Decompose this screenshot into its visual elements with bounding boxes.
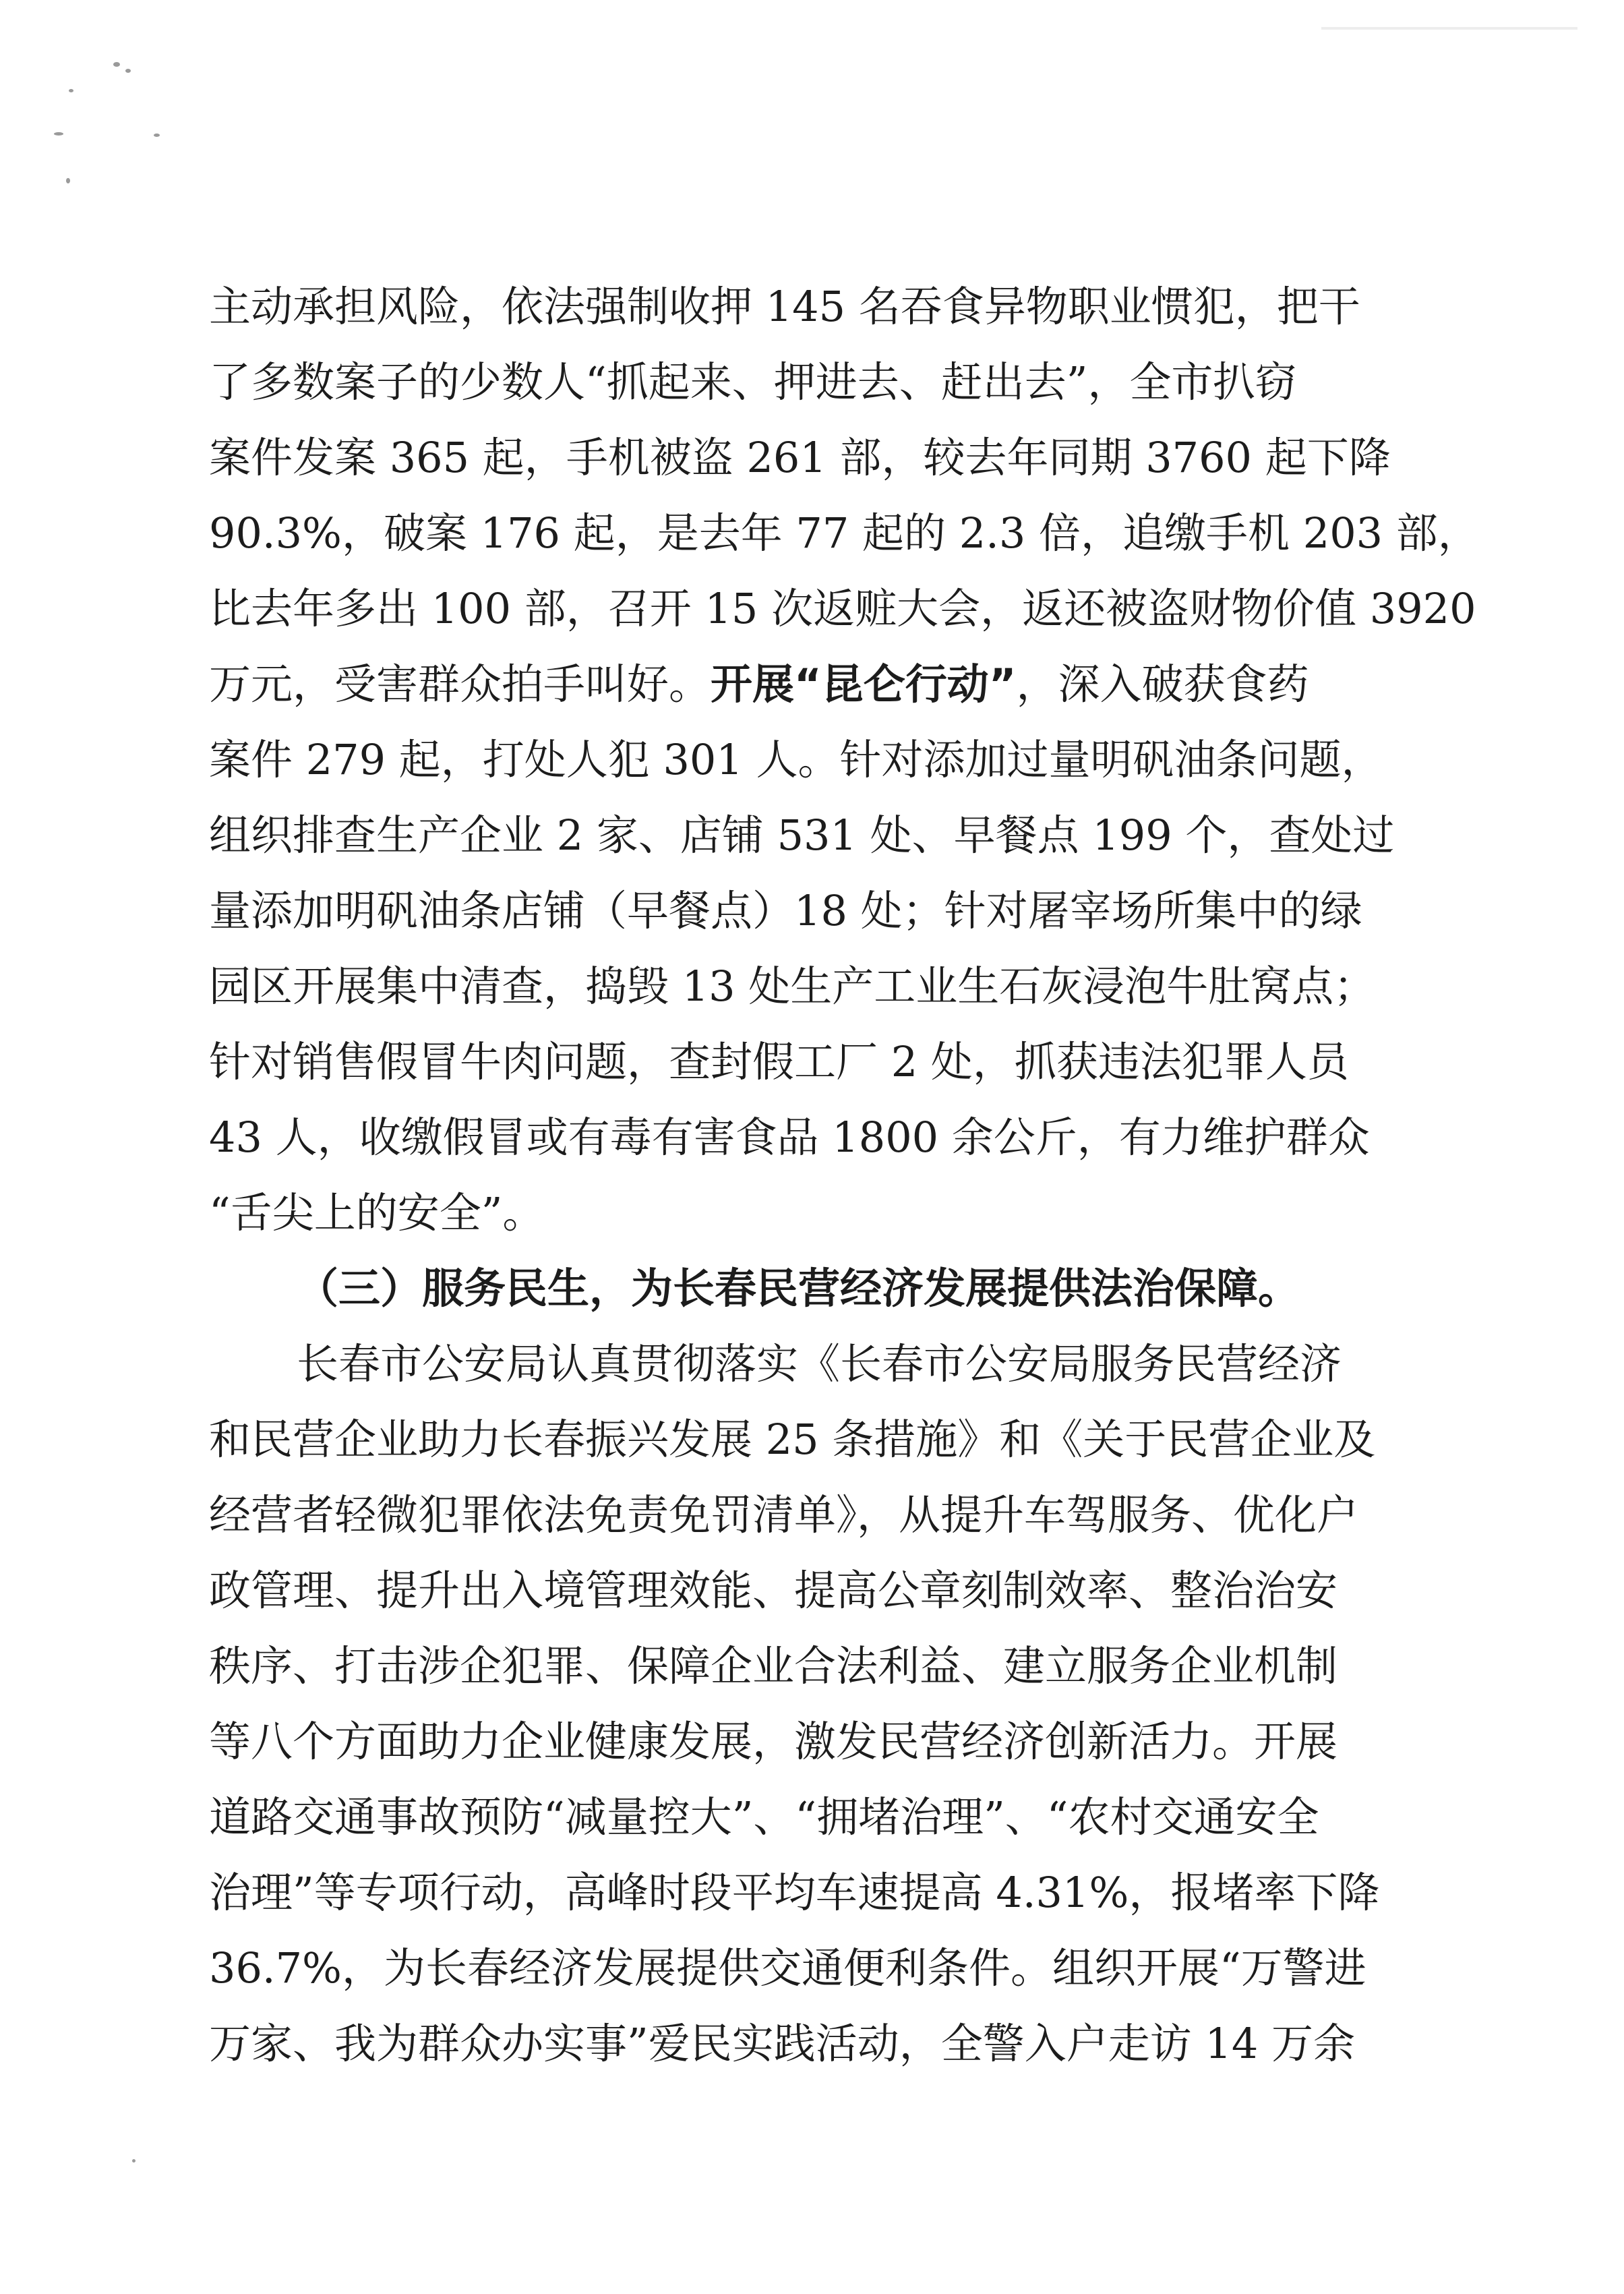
body-line-9: 量添加明矾油条店铺（早餐点）18 处；针对屠宰场所集中的绿 bbox=[209, 886, 1362, 935]
body-line-12: 43 人，收缴假冒或有毒有害食品 1800 余公斤，有力维护群众 bbox=[209, 1113, 1370, 1162]
body-line-22: 治理”等专项行动，高峰时段平均车速提高 4.31%，报堵率下降 bbox=[209, 1868, 1380, 1917]
body-line-15: 长春市公安局认真贯彻落实《长春市公安局服务民营经济 bbox=[297, 1339, 1342, 1388]
body-line-21: 道路交通事故预防“减量控大”、“拥堵治理”、“农村交通安全 bbox=[209, 1792, 1319, 1842]
body-line-7: 案件 279 起，打处人犯 301 人。针对添加过量明矾油条问题， bbox=[209, 735, 1383, 784]
body-line-24: 万家、我为群众办实事”爱民实践活动，全警入户走访 14 万余 bbox=[209, 2019, 1356, 2068]
body-line-4: 90.3%，破案 176 起，是去年 77 起的 2.3 倍，追缴手机 203 部， bbox=[209, 508, 1480, 558]
kunlun-action-highlight: 开展“昆仑行动” bbox=[711, 659, 1017, 709]
scan-speck bbox=[69, 89, 73, 92]
body-line-11: 针对销售假冒牛肉问题，查封假工厂 2 处，抓获违法犯罪人员 bbox=[209, 1037, 1349, 1086]
body-line-16: 和民营企业助力长春振兴发展 25 条措施》和《关于民营企业及 bbox=[209, 1415, 1376, 1464]
body-line-20: 等八个方面助力企业健康发展，激发民营经济创新活力。开展 bbox=[209, 1717, 1338, 1766]
scan-speck bbox=[125, 69, 131, 73]
scan-speck bbox=[132, 2159, 136, 2163]
body-line-10: 园区开展集中清查，捣毁 13 处生产工业生石灰浸泡牛肚窝点； bbox=[209, 962, 1376, 1011]
body-line-5: 比去年多出 100 部，召开 15 次返赃大会，返还被盗财物价值 3920 bbox=[209, 584, 1476, 633]
scan-speck bbox=[66, 178, 70, 183]
body-line-13: “舌尖上的安全”。 bbox=[209, 1188, 545, 1237]
scan-speck bbox=[113, 62, 120, 67]
body-line-6 bbox=[209, 651, 1309, 718]
body-line-23: 36.7%，为长春经济发展提供交通便利条件。组织开展“万警进 bbox=[209, 1943, 1366, 1993]
body-line-18: 政管理、提升出入境管理效能、提高公章刻制效率、整治治安 bbox=[209, 1566, 1338, 1615]
body-line-1: 主动承担风险，依法强制收押 145 名吞食异物职业惯犯，把干 bbox=[209, 282, 1360, 331]
body-line-6-start: 万元，受害群众拍手叫好。 bbox=[209, 659, 711, 709]
body-line-19: 秩序、打击涉企犯罪、保障企业合法利益、建立服务企业机制 bbox=[209, 1641, 1338, 1690]
scan-speck bbox=[154, 134, 160, 137]
scan-edge-mark bbox=[1321, 27, 1577, 30]
body-line-2: 了多数案子的少数人“抓起来、押进去、赶出去”，全市扒窃 bbox=[209, 357, 1297, 407]
body-line-3: 案件发案 365 起，手机被盗 261 部，较去年同期 3760 起下降 bbox=[209, 433, 1391, 482]
scan-speck bbox=[54, 132, 63, 136]
body-line-8: 组织排查生产企业 2 家、店铺 531 处、早餐点 199 个，查处过 bbox=[209, 811, 1395, 860]
body-line-6-end: ，深入破获食药 bbox=[1016, 659, 1309, 709]
section-heading: （三）服务民生，为长春民营经济发展提供法治保障。 bbox=[297, 1264, 1300, 1313]
body-line-17: 经营者轻微犯罪依法免责免罚清单》，从提升车驾服务、优化户 bbox=[209, 1490, 1359, 1539]
